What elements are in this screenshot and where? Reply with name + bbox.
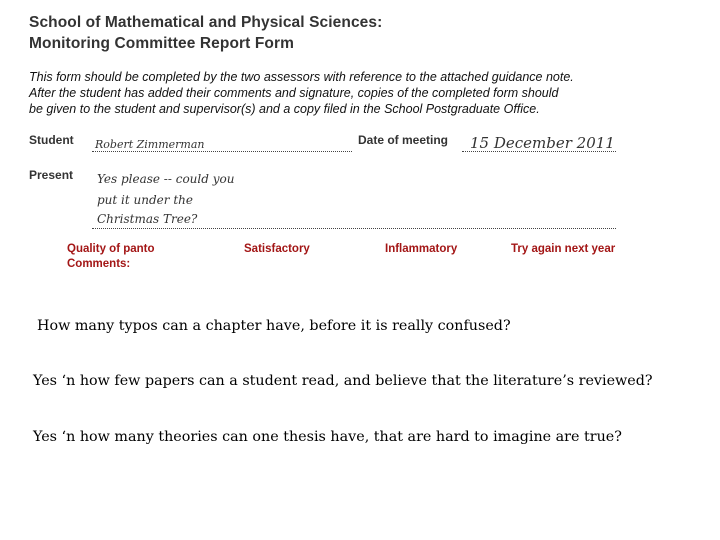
comments-label: Comments:	[67, 258, 131, 270]
date-field-line	[462, 151, 616, 152]
student-field[interactable]: Robert Zimmerman	[95, 138, 205, 151]
rating-option-try-again[interactable]: Try again next year	[511, 243, 616, 255]
date-field[interactable]: 15 December 2011	[470, 134, 615, 152]
verse-line1: How many typos can a chapter have, before it is really confused?	[37, 318, 511, 334]
present-field-line	[92, 228, 616, 229]
present-field-line3[interactable]: Christmas Tree?	[97, 212, 198, 226]
form-title-line1: School of Mathematical and Physical Sciences:	[29, 14, 383, 31]
form-intro-line2: After the student has added their comments and signature, copies of the completed form should	[29, 86, 559, 100]
present-field-line2[interactable]: put it under the	[97, 193, 193, 207]
student-field-line	[92, 151, 352, 152]
form-intro-line3: be given to the student and supervisor(s) and a copy filed in the School Postgraduate Office.	[29, 102, 540, 116]
rating-option-inflammatory[interactable]: Inflammatory	[385, 243, 458, 255]
present-field-line1[interactable]: Yes please -- could you	[97, 172, 235, 186]
rating-label: Quality of panto	[67, 243, 155, 255]
present-label: Present	[29, 168, 74, 182]
verse-line3: Yes ‘n how many theories can one thesis have, that are hard to imagine are true?	[33, 429, 622, 445]
student-label: Student	[29, 133, 74, 147]
date-label: Date of meeting	[358, 133, 449, 147]
form-intro-line1: This form should be completed by the two assessors with reference to the attached guidance note.	[29, 70, 574, 84]
verse-line2: Yes ‘n how few papers can a student read, and believe that the literature’s reviewed?	[33, 373, 653, 389]
form-title-line2: Monitoring Committee Report Form	[29, 35, 294, 52]
rating-option-satisfactory[interactable]: Satisfactory	[244, 243, 310, 255]
